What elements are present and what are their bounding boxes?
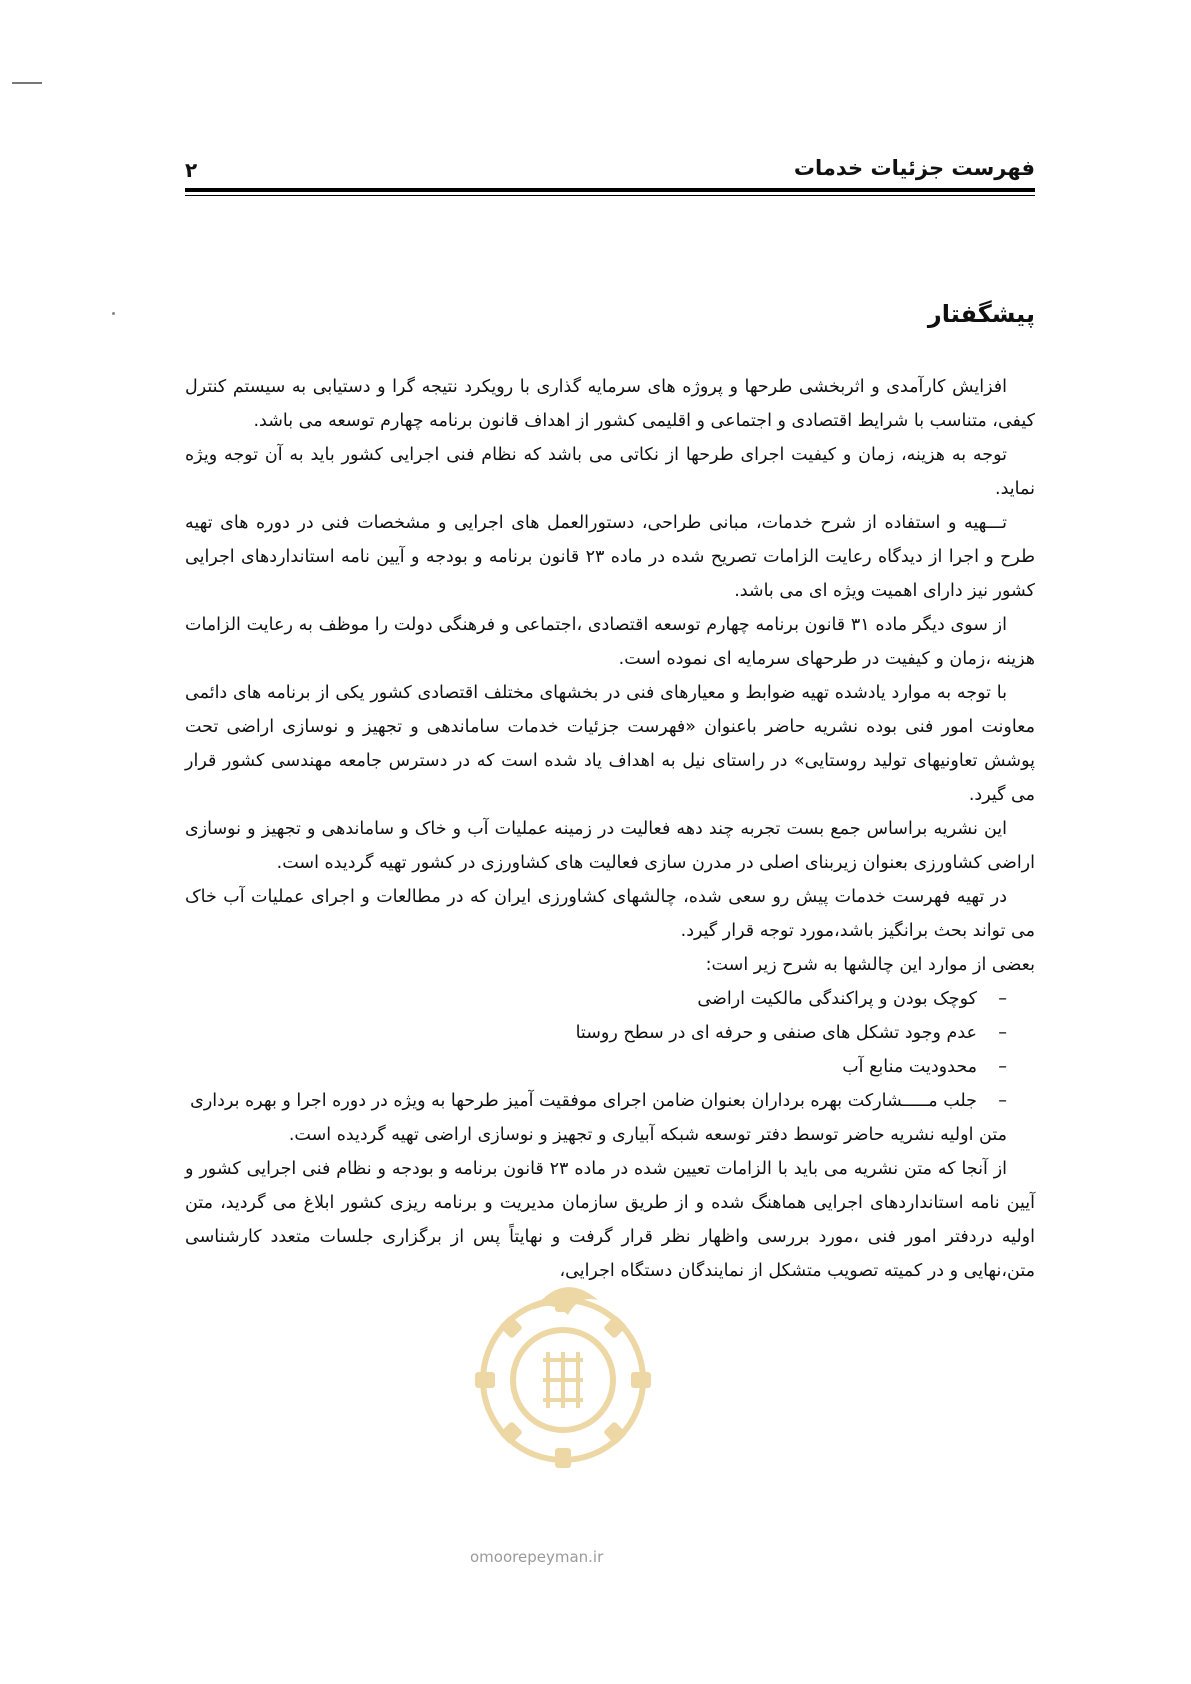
list-item-text: عدم وجود تشکل های صنفی و حرفه ای در سطح روستا <box>575 1023 977 1043</box>
paragraph: توجه به هزینه، زمان و کیفیت اجرای طرحها از نکاتی می باشد که نظام فنی اجرایی کشور باید به آن توجه ویژه نماید. <box>185 445 1035 499</box>
paragraph: در تهیه فهرست خدمات پیش رو سعی شده، چالشهای کشاورزی ایران که در مطالعات و اجرای عملیات آب خاک می تواند بحث برانگیز باشد،مورد توجه قرار گیرد. <box>185 887 1035 941</box>
header-rule-thin <box>185 195 1035 196</box>
paragraph: از سوی دیگر ماده ۳۱ قانون برنامه چهارم توسعه اقتصادی ،اجتماعی و فرهنگی دولت را موظف به رعایت الزامات هزینه ،زمان و کیفیت در طرحهای سرمایه ای نموده است. <box>185 615 1035 669</box>
scan-mark <box>12 82 42 84</box>
body-text <box>185 300 1035 1288</box>
paragraph: متن اولیه نشریه حاضر توسط دفتر توسعه شبکه آبیاری و تجهیز و نوسازی اراضی تهیه گردیده است. <box>288 1125 1007 1145</box>
scan-speck <box>112 312 115 315</box>
list-item-text: کوچک بودن و پراکندگی مالکیت اراضی <box>697 989 977 1009</box>
bullet-dash: – <box>998 1091 1007 1111</box>
bullet-dash: – <box>998 1023 1007 1043</box>
page-number: ۲ <box>185 158 198 182</box>
list-intro: بعضی از موارد این چالشها به شرح زیر است: <box>705 955 1035 975</box>
list-item <box>185 982 1035 1016</box>
watermark-logo <box>448 1270 678 1530</box>
bullet-dash: – <box>998 989 1007 1009</box>
header-rule-thick <box>185 188 1035 192</box>
paragraph: از آنجا که متن نشریه می باید با الزامات تعیین شده در ماده ۲۳ قانون برنامه و بودجه و نظام فنی اجرایی کشور و آیین نامه استانداردهای اجرایی هماهنگ شده و از طریق سازمان مدیریت و برنامه ریزی کشور ابلاغ می گردید، متن اولیه دردفتر امور فنی ،مورد بررسی واظهار نظر قرار گرفت و نهایتاً پس از برگزاری جلسات متعدد کارشناسی متن،نهایی و در کمیته تصویب متشکل از نمایندگان دستگاه اجرایی، <box>185 1159 1035 1281</box>
page-header <box>185 150 1035 190</box>
section-title: پیشگفتار <box>927 300 1035 328</box>
header-title: فهرست جزئیات خدمات <box>793 156 1035 180</box>
bullet-dash: – <box>998 1057 1007 1077</box>
list-item <box>185 1050 1035 1084</box>
list-item-text: جلب مـــــشارکت بهره برداران بعنوان ضامن اجرای موفقیت آمیز طرحها به ویژه در دوره اجرا و بهره برداری <box>190 1091 977 1111</box>
paragraph: افزایش کارآمدی و اثربخشی طرحها و پروژه های سرمایه گذاری با رویکرد نتیجه گرا و دستیابی به سیستم کنترل کیفی، متناسب با شرایط اقتصادی و اجتماعی و اقلیمی کشور از اهداف قانون برنامه چهارم توسعه می باشد. <box>185 377 1035 431</box>
paragraph: با توجه به موارد یادشده تهیه ضوابط و معیارهای فنی در بخشهای مختلف اقتصادی کشور یکی از برنامه های دائمی معاونت امور فنی بوده نشریه حاضر باعنوان «فهرست جزئیات خدمات ساماندهی و تجهیز و نوسازی اراضی تحت پوشش تعاونیهای تولید روستایی» در راستای نیل به اهداف یاد شده است که در دسترس جامعه مهندسی کشور قرار می گیرد. <box>185 683 1035 805</box>
watermark-url: omoorepeyman.ir <box>470 1548 604 1566</box>
paragraph: تـــهیه و استفاده از شرح خدمات، مبانی طراحی، دستورالعمل های اجرایی و مشخصات فنی در دوره های تهیه طرح و اجرا از دیدگاه رعایت الزامات تصریح شده در ماده ۲۳ قانون برنامه و بودجه و آیین نامه استانداردهای اجرایی کشور نیز دارای اهمیت ویژه ای می باشد. <box>185 513 1035 601</box>
list-item <box>185 1084 1035 1118</box>
paragraph: این نشریه براساس جمع بست تجربه چند دهه فعالیت در زمینه عملیات آب و خاک و ساماندهی و تجهیز و نوسازی اراضی کشاورزی بعنوان زیربنای اصلی در مدرن سازی فعالیت های کشاورزی در کشور تهیه گردیده است. <box>185 819 1035 873</box>
list-item-text: محدودیت منابع آب <box>842 1057 977 1077</box>
list-item <box>185 1016 1035 1050</box>
challenges-list <box>185 982 1035 1118</box>
